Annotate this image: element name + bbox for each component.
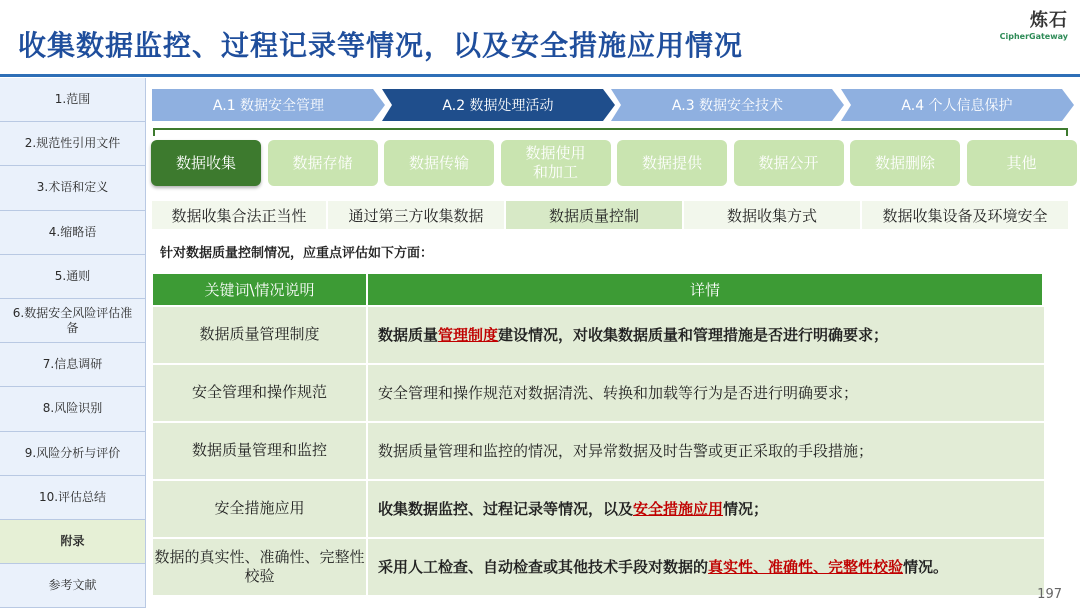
table-row — [153, 423, 1044, 479]
pill-button[interactable]: 数据传输 — [384, 140, 494, 186]
brand-logo — [1000, 6, 1068, 41]
pill-button[interactable]: 其他 — [967, 140, 1077, 186]
detail-post: 情况。 — [903, 557, 949, 576]
header-keyword: 关键词\情况说明 — [153, 274, 368, 305]
subtab[interactable]: 数据收集合法正当性 — [152, 201, 328, 229]
tab-3[interactable] — [611, 89, 844, 121]
tab-label: A.1 数据安全管理 — [212, 98, 325, 114]
row-keyword: 安全管理和操作规范 — [153, 365, 368, 421]
sidebar-item[interactable]: 10.评估总结 — [0, 476, 145, 520]
detail-pre: 采用人工检查、自动检查或其他技术手段对数据的 — [378, 557, 709, 576]
detail-pre: 收集数据监控、过程记录等情况，以及 — [378, 499, 634, 518]
detail-highlight: 安全措施应用 — [633, 499, 724, 518]
title-divider — [0, 74, 1080, 77]
subtab[interactable]: 数据质量控制 — [506, 201, 684, 229]
tab-1[interactable] — [152, 89, 385, 121]
sidebar-item[interactable]: 6.数据安全风险评估准备 — [0, 299, 145, 343]
row-keyword: 数据的真实性、准确性、完整性校验 — [153, 539, 368, 595]
tab-label: A.3 数据安全技术 — [671, 98, 784, 114]
detail-pre: 数据质量 — [378, 325, 439, 344]
pill-button[interactable]: 数据存储 — [268, 140, 378, 186]
detail-text — [378, 383, 858, 404]
subtab[interactable]: 通过第三方收集数据 — [328, 201, 506, 229]
detail-text — [378, 557, 948, 578]
logo-text-cn: 炼石 — [1030, 10, 1068, 31]
row-detail — [368, 307, 1044, 363]
sidebar — [0, 78, 146, 608]
detail-text — [378, 499, 768, 520]
tab-4[interactable] — [841, 89, 1074, 121]
category-tabs — [152, 89, 1070, 121]
row-detail — [368, 481, 1044, 537]
tab-label: A.4 个人信息保护 — [901, 98, 1013, 114]
header-detail: 详情 — [368, 274, 1044, 305]
table-row — [153, 481, 1044, 537]
row-keyword: 数据质量管理和监控 — [153, 423, 368, 479]
sidebar-item[interactable]: 9.风险分析与评价 — [0, 432, 145, 476]
table-row — [153, 539, 1044, 595]
sidebar-item[interactable]: 3.术语和定义 — [0, 166, 145, 210]
pill-button[interactable]: 数据使用和加工 — [501, 140, 611, 186]
detail-pre: 安全管理和操作规范对数据清洗、转换和加载等行为是否进行明确要求； — [378, 383, 859, 402]
sidebar-item[interactable]: 附录 — [0, 520, 145, 564]
subtab[interactable]: 数据收集设备及环境安全 — [862, 201, 1070, 229]
detail-post: 情况； — [723, 499, 769, 518]
pill-button[interactable]: 数据收集 — [151, 140, 261, 186]
sidebar-item[interactable]: 7.信息调研 — [0, 343, 145, 387]
sidebar-item[interactable]: 2.规范性引用文件 — [0, 122, 145, 166]
sidebar-item[interactable]: 参考文献 — [0, 564, 145, 608]
pill-button[interactable]: 数据提供 — [617, 140, 727, 186]
table-header — [153, 274, 1044, 305]
detail-highlight: 管理制度 — [438, 325, 499, 344]
sidebar-item[interactable]: 8.风险识别 — [0, 387, 145, 431]
detail-text — [378, 441, 873, 462]
pill-button[interactable]: 数据删除 — [850, 140, 960, 186]
page-title: 收集数据监控、过程记录等情况，以及安全措施应用情况 — [18, 29, 744, 62]
detail-highlight: 真实性、准确性、完整性校验 — [708, 557, 904, 576]
table-row — [153, 365, 1044, 421]
pill-button[interactable]: 数据公开 — [734, 140, 844, 186]
subtab[interactable]: 数据收集方式 — [684, 201, 862, 229]
evaluation-table — [153, 274, 1044, 595]
tab-2[interactable] — [382, 89, 615, 121]
logo-text-en: CipherGateway — [999, 32, 1068, 41]
row-detail — [368, 365, 1044, 421]
sub-tabs — [152, 201, 1070, 229]
group-bracket — [153, 128, 1068, 136]
table-row — [153, 307, 1044, 363]
sidebar-item[interactable]: 4.缩略语 — [0, 211, 145, 255]
activity-pills — [151, 140, 1071, 186]
sidebar-item[interactable]: 1.范围 — [0, 78, 145, 122]
detail-post: 建设情况，对收集数据质量和管理措施是否进行明确要求； — [498, 325, 889, 344]
tab-label: A.2 数据处理活动 — [442, 98, 554, 114]
section-note: 针对数据质量控制情况，应重点评估如下方面： — [160, 246, 434, 261]
row-keyword: 安全措施应用 — [153, 481, 368, 537]
row-keyword: 数据质量管理制度 — [153, 307, 368, 363]
detail-text — [378, 325, 888, 346]
detail-pre: 数据质量管理和监控的情况，对异常数据及时告警或更正采取的手段措施； — [378, 441, 874, 460]
sidebar-item[interactable]: 5.通则 — [0, 255, 145, 299]
row-detail — [368, 539, 1044, 595]
page-number: 197 — [1037, 587, 1062, 602]
row-detail — [368, 423, 1044, 479]
